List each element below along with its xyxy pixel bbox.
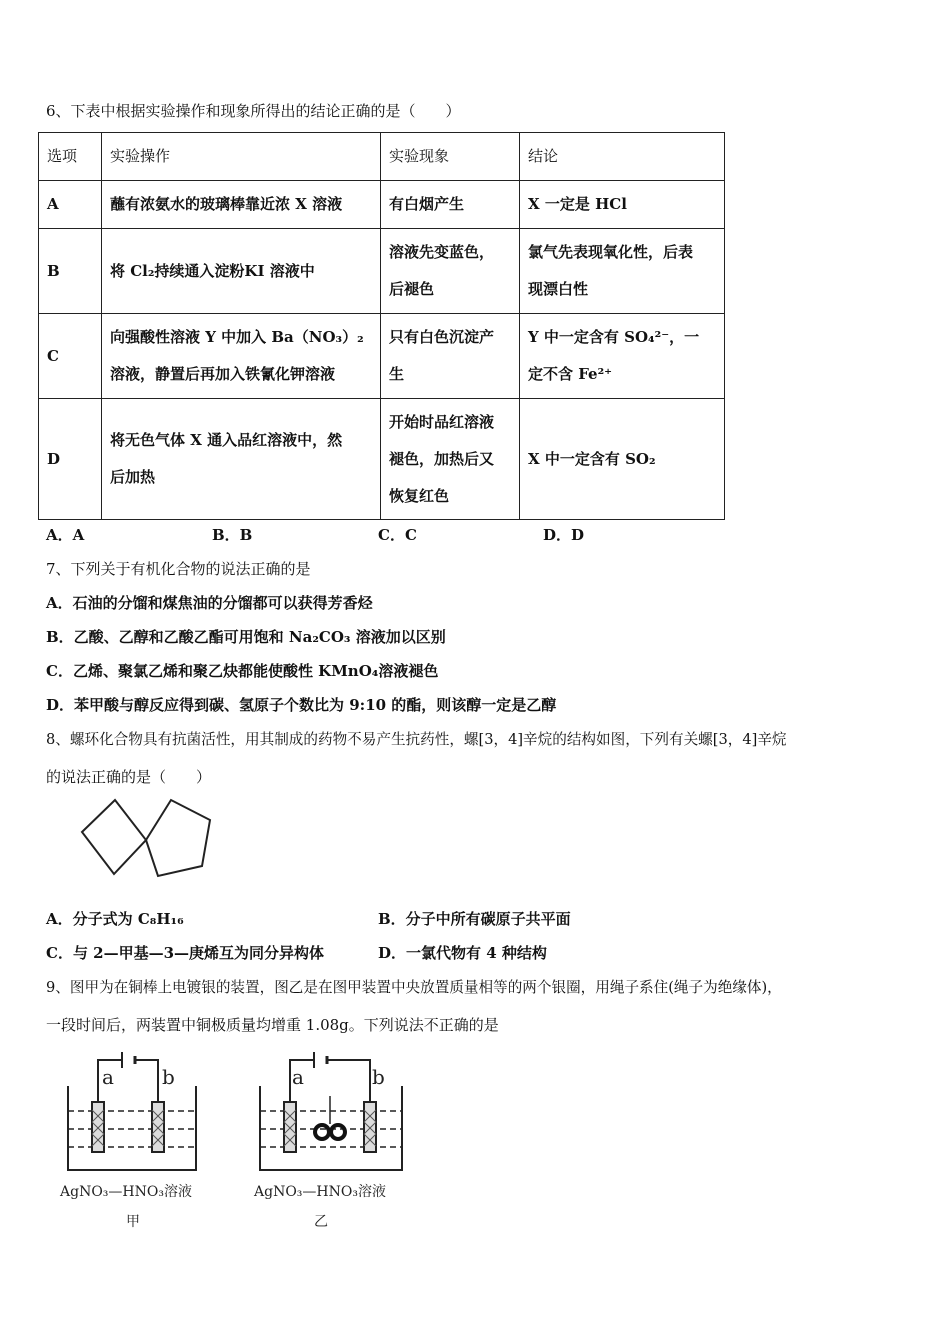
q9-stem-line1: 9、图甲为在铜棒上电镀银的装置，图乙是在图甲装置中央放置质量相等的两个银圈，用绳子系住(绳子为绝缘体)，: [46, 979, 782, 996]
row-option: C: [39, 314, 102, 399]
table-row: [39, 314, 725, 399]
row-phenomenon: 只有白色沉淀产 生: [381, 314, 520, 399]
figure-caption: 甲: [126, 1214, 140, 1230]
q8-option-b[interactable]: B．分子中所有碳原子共平面: [378, 910, 571, 928]
row-conclusion: 氯气先表现氧化性，后表 现漂白性: [520, 229, 725, 314]
q7-option-c[interactable]: C．乙烯、聚氯乙烯和聚乙炔都能使酸性 KMnO₄溶液褪色: [46, 662, 439, 680]
q8-option-a[interactable]: A．分子式为 C₈H₁₆: [46, 910, 184, 928]
row-operation: 蘸有浓氨水的玻璃棒靠近浓 X 溶液: [102, 181, 381, 229]
cyclopentane-ring: [146, 800, 210, 876]
q8-option-d[interactable]: D．一氯代物有 4 种结构: [378, 944, 547, 962]
q6-choice-c[interactable]: C．C: [378, 526, 417, 544]
table-row: [39, 181, 725, 229]
q8-option-c[interactable]: C．与 2—甲基—3—庚烯互为同分异构体: [46, 944, 325, 962]
figure-yi-apparatus: [252, 1050, 412, 1230]
q7-stem: 7、下列关于有机化合物的说法正确的是: [46, 560, 311, 578]
electrode-label-a: a: [292, 1065, 304, 1089]
q6-stem: 6、下表中根据实验操作和现象所得出的结论正确的是（ ）: [46, 102, 461, 120]
row-operation: 将 Cl₂持续通入淀粉KI 溶液中: [102, 229, 381, 314]
beaker: [68, 1086, 196, 1170]
solution-label: AgNO₃—HNO₃溶液: [60, 1184, 192, 1200]
row-option: A: [39, 181, 102, 229]
row-operation: 将无色气体 X 通入品红溶液中，然 后加热: [102, 399, 381, 520]
electrode-label-b: b: [372, 1065, 385, 1089]
silver-ring-left: [315, 1125, 329, 1139]
experiment-table: [38, 132, 725, 520]
row-conclusion: Y 中一定含有 SO₄²⁻，一 定不含 Fe²⁺: [520, 314, 725, 399]
row-phenomenon: 溶液先变蓝色， 后褪色: [381, 229, 520, 314]
solution-label: AgNO₃—HNO₃溶液: [254, 1184, 386, 1200]
spiro-octane-structure: [78, 792, 218, 884]
electrode-label-b: b: [162, 1065, 175, 1089]
row-operation: 向强酸性溶液 Y 中加入 Ba（NO₃）₂ 溶液，静置后再加入铁氰化钾溶液: [102, 314, 381, 399]
solution-level: [68, 1111, 196, 1147]
header-operation: 实验操作: [102, 133, 381, 181]
row-phenomenon: 开始时品红溶液 褪色，加热后又 恢复红色: [381, 399, 520, 520]
table-row: [39, 399, 725, 520]
q7-option-b[interactable]: B．乙酸、乙醇和乙酸乙酯可用饱和 Na₂CO₃ 溶液加以区别: [46, 628, 446, 646]
figure-jia-apparatus: [58, 1050, 218, 1230]
electrode-label-a: a: [102, 1065, 114, 1089]
q6-choice-d[interactable]: D．D: [543, 526, 585, 544]
row-conclusion: X 一定是 HCl: [520, 181, 725, 229]
row-phenomenon: 有白烟产生: [381, 181, 520, 229]
q9-stem-line2: 一段时间后，两装置中铜极质量均增重 1.08g。下列说法不正确的是: [46, 1016, 499, 1034]
q7-option-a[interactable]: A．石油的分馏和煤焦油的分馏都可以获得芳香烃: [46, 594, 373, 612]
q7-option-d[interactable]: D．苯甲酸与醇反应得到碳、氢原子个数比为 9:10 的酯，则该醇一定是乙醇: [46, 696, 557, 714]
header-conclusion: 结论: [520, 133, 725, 181]
silver-ring-right: [331, 1125, 345, 1139]
header-phenomenon: 实验现象: [381, 133, 520, 181]
row-option: D: [39, 399, 102, 520]
header-option: 选项: [39, 133, 102, 181]
table-row: [39, 229, 725, 314]
figure-caption: 乙: [314, 1214, 328, 1230]
table-header-row: [39, 133, 725, 181]
q6-choice-b[interactable]: B．B: [212, 526, 253, 544]
q8-stem-line1: 8、螺环化合物具有抗菌活性，用其制成的药物不易产生抗药性，螺[3，4]辛烷的结构如图，下列有关螺[3，4]辛烷: [46, 731, 787, 748]
row-option: B: [39, 229, 102, 314]
q8-stem-line2: 的说法正确的是（ ）: [46, 768, 212, 786]
row-conclusion: X 中一定含有 SO₂: [520, 399, 725, 520]
cyclobutane-ring: [82, 800, 146, 874]
q6-choice-a[interactable]: A．A: [46, 526, 85, 544]
